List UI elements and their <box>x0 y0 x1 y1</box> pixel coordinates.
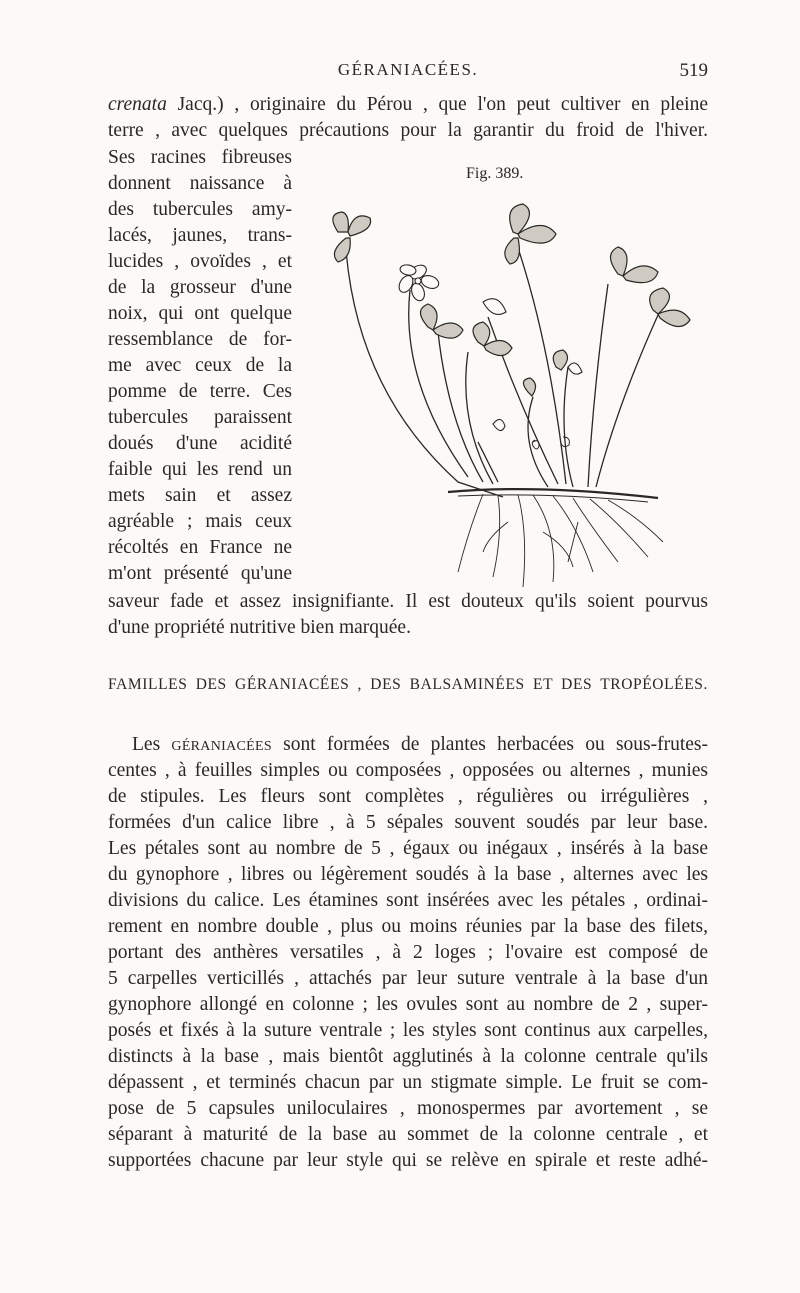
closing-line: d'une propriété nutritive bien marquée. <box>108 617 411 638</box>
body-line: gynophore allongé en colonne ; les ovules sont au nombre de 2 , super- <box>108 994 708 1015</box>
species-epithet: crenata <box>108 94 167 115</box>
side-line: lucides , ovoïdes , et <box>108 251 292 272</box>
body-line: dépassent , et terminés chacun par un stigmate simple. Le fruit se com- <box>108 1072 708 1093</box>
side-line: faible qui les rend un <box>108 459 292 480</box>
body-line: portant des anthères versatiles , à 2 loges ; l'ovaire est composé de <box>108 942 708 963</box>
running-header <box>108 60 708 84</box>
side-line: pomme de terre. Ces <box>108 381 292 402</box>
page-number: 519 <box>679 60 708 81</box>
side-line: récoltés en France ne <box>108 537 292 558</box>
body-line-first <box>108 732 708 758</box>
running-title: GÉRANIACÉES. <box>337 60 479 79</box>
side-line: me avec ceux de la <box>108 355 292 376</box>
body-line: centes , à feuilles simples ou composées , opposées ou alternes , munies <box>108 760 708 781</box>
oxalis-plant-illustration <box>318 192 710 592</box>
body-line: distincts à la base , mais bientôt agglutinés à la colonne centrale qu'ils <box>108 1046 708 1067</box>
body-line: pose de 5 capsules uniloculaires , monospermes par avortement , se <box>108 1098 708 1119</box>
family-name: géraniacées <box>171 734 272 755</box>
side-line: des tubercules amy- <box>108 199 292 220</box>
body-line: posés et fixés à la suture ventrale ; les styles sont continus aux carpelles, <box>108 1020 708 1041</box>
body-line: de stipules. Les fleurs sont complètes , régulières ou irrégulières , <box>108 786 708 807</box>
side-line: agréable ; mais ceux <box>108 511 292 532</box>
section-heading: FAMILLES DES GÉRANIACÉES , DES BALSAMINÉES ET DES TROPÉOLÉES. <box>108 676 708 693</box>
side-line: Ses racines fibreuses <box>108 147 292 168</box>
side-line: tubercules paraissent <box>108 407 292 428</box>
figure-caption: Fig. 389. <box>466 165 524 182</box>
closing-line: saveur fade et assez insignifiante. Il est douteux qu'ils soient pourvus <box>108 591 708 612</box>
intro-line-1-text: Jacq.) , originaire du Pérou , que l'on peut cultiver en pleine <box>166 94 708 115</box>
side-line: doués d'une acidité <box>108 433 292 454</box>
body-prefix: Les <box>132 734 172 755</box>
body-line-first-text: sont formées de plantes herbacées ou sous-frutes- <box>271 734 709 755</box>
side-line: m'ont présenté qu'une <box>108 563 292 584</box>
side-line: noix, qui ont quelque <box>108 303 292 324</box>
body-line: divisions du calice. Les étamines sont insérées avec les pétales , ordinai- <box>108 890 708 911</box>
body-line: 5 carpelles verticillés , attachés par leur suture ventrale à la base d'un <box>108 968 708 989</box>
side-line: ressemblance de for- <box>108 329 292 350</box>
intro-line-1 <box>108 92 708 118</box>
body-line: Les pétales sont au nombre de 5 , égaux ou inégaux , insérés à la base <box>108 838 708 859</box>
body-line: formées d'un calice libre , à 5 sépales souvent soudés par leur base. <box>108 812 708 833</box>
body-line: supportées chacune par leur style qui se relève en spirale et reste adhé- <box>108 1150 708 1171</box>
body-line: séparant à maturité de la base au sommet de la colonne centrale , et <box>108 1124 708 1145</box>
side-line: donnent naissance à <box>108 173 292 194</box>
intro-line-2: terre , avec quelques précautions pour la garantir du froid de l'hiver. <box>108 120 708 141</box>
side-line: lacés, jaunes, trans- <box>108 225 292 246</box>
side-line: mets sain et assez <box>108 485 292 506</box>
side-line: de la grosseur d'une <box>108 277 292 298</box>
body-line: rement en nombre double , plus ou moins réunies par la base des filets, <box>108 916 708 937</box>
body-line: du gynophore , libres ou légèrement soudés à la base , alternes avec les <box>108 864 708 885</box>
